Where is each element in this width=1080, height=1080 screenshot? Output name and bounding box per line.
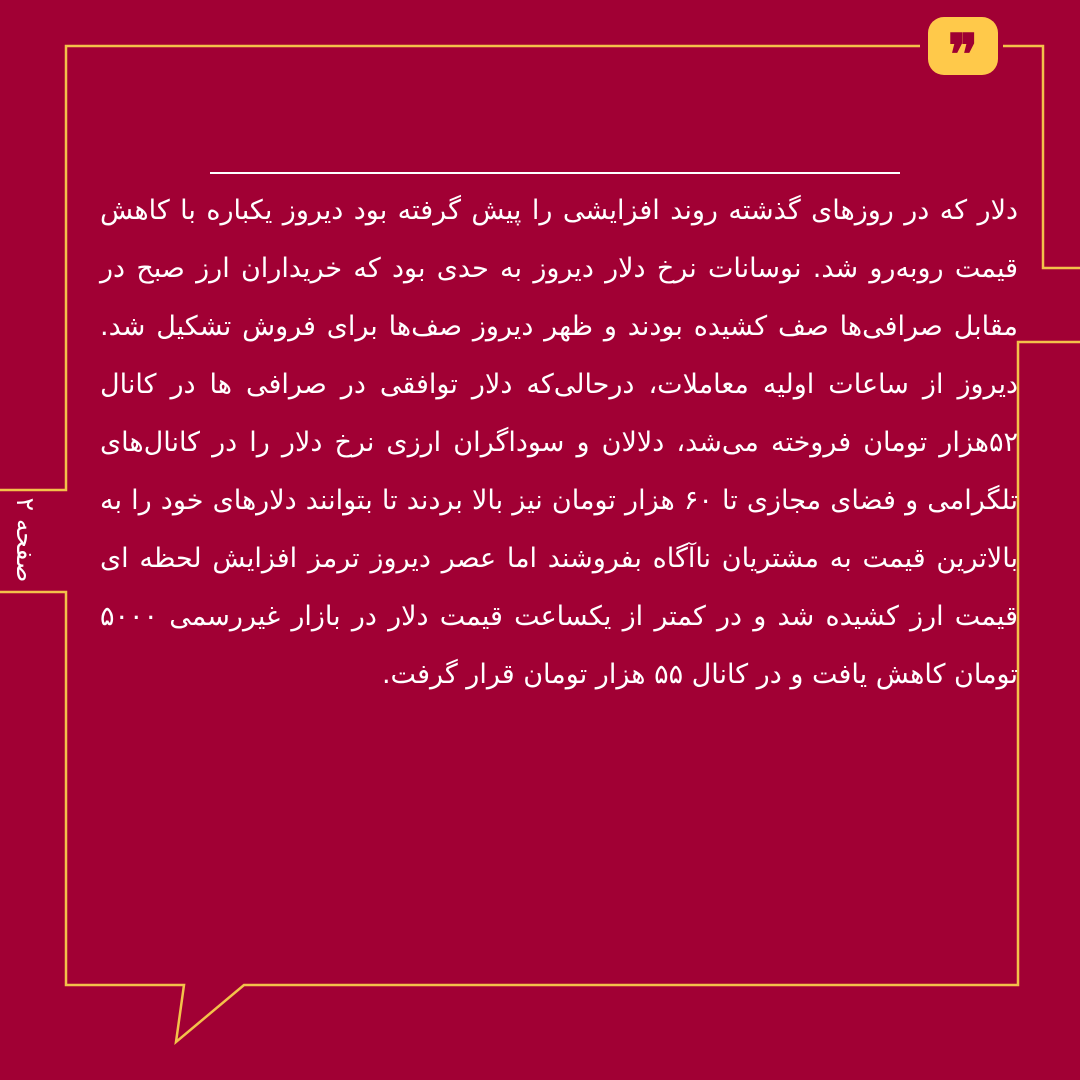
quote-icon: [928, 17, 998, 88]
divider-line: [210, 172, 900, 174]
quote-mark-glyph: ❞: [947, 22, 979, 88]
page-number-label: صفحه ۲: [11, 497, 40, 583]
article-paragraph: دلار که در روزهای گذشته روند افزایشی را پیش گرفته بود دیروز یکباره با کاهش قیمت روبه‌رو شد. نوسانات نرخ دلار دیروز به حدی بود که خریداران ارز صبح در مقابل صرافی‌ها صف کشیده بودند و ظهر دیروز صف‌ها برای فروش تشکیل شد. دیروز از ساعات اولیه معاملات، درحالی‌که دلار توافقی در صرافی ها در کانال ۵۲هزار تومان فروخته می‌شد، دلالان و سوداگران ارزی نرخ دلار را در کانال‌های تلگرامی و فضای مجازی تا ۶۰ هزار تومان نیز بالا بردند تا بتوانند دلارهای خود را به بالاترین قیمت به مشتریان ناآگاه بفروشند اما عصر دیروز ترمز افزایش لحظه ای قیمت ارز کشیده شد و در کمتر از یکساعت قیمت دلار در بازار غیررسمی ۵۰۰۰ تومان کاهش یافت و در کانال ۵۵ هزار تومان قرار گرفت.: [100, 195, 1018, 690]
